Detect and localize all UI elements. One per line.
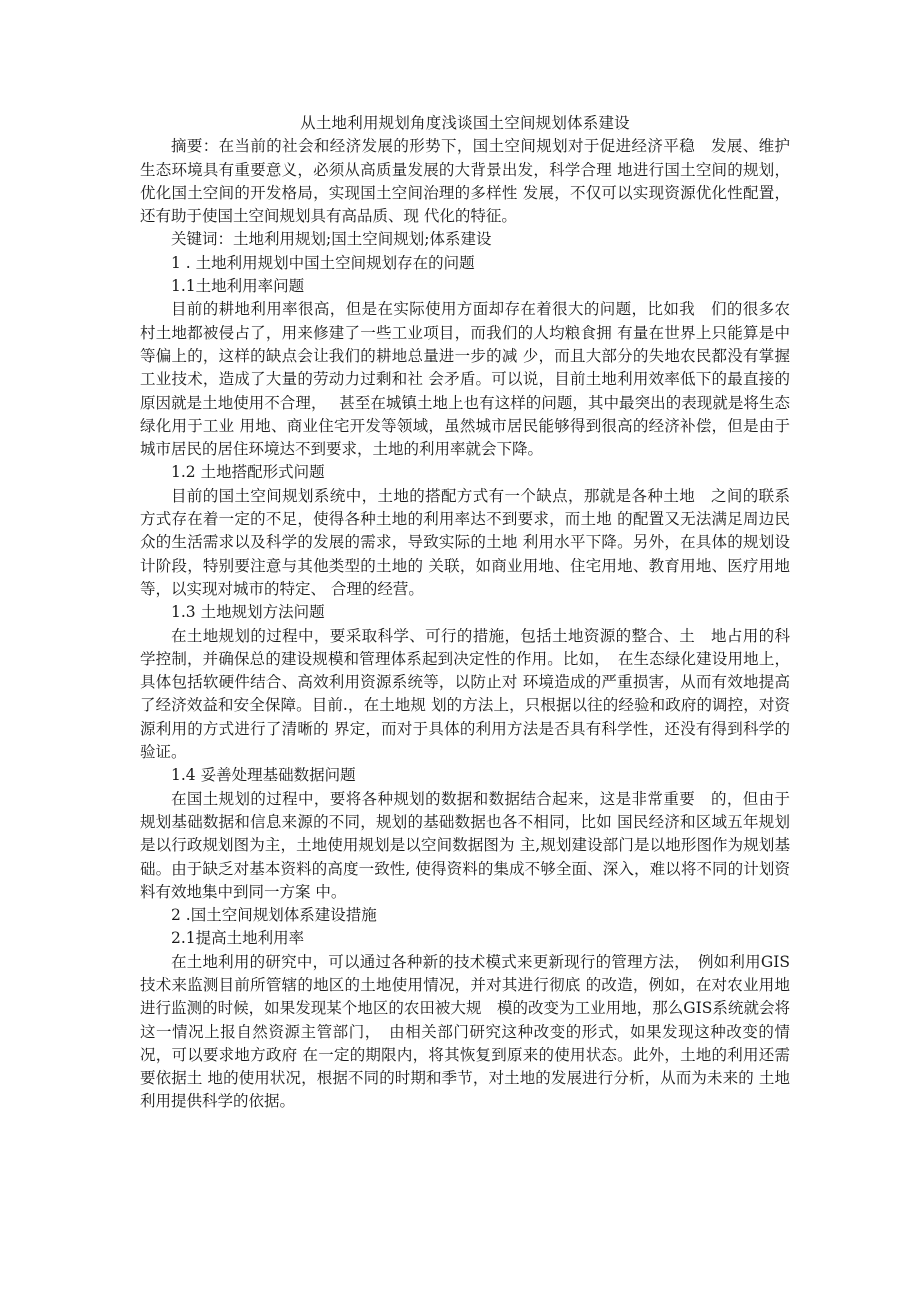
section-1-1-heading: 1.1土地利用率问题 [171,277,305,296]
section-1-heading: 1 . 土地利用规划中国土空间规划存在的问题 [171,253,475,272]
document-body [140,112,790,1114]
section-1-3-body: 在土地规划的过程中，要采取科学、可行的措施，包括土地资源的整合、土 地占用的科学控制，并确保总的建设规模和管理体系起到决定性的作用。比如， 在生态绿化建设用地上，具体包括软硬件结合、高效利用资源系统等，以防止对 环境造成的严重损害，从而有效地提高了经济效益和安全保障。目前.，在土地规 划的方法上，只根据以往的经验和政府的调控，对资源利用的方式进行了清晰的 界定，而对于具体的利用方法是否具有科学性，还没有得到科学的验证。 [140,626,790,762]
section-1-2-body: 目前的国土空间规划系统中，土地的搭配方式有一个缺点，那就是各种土地 之间的联系方式存在着一定的不足，使得各种土地的利用率达不到要求，而土地 的配置又无法满足周边民众的生活需求以及科学的发展的需求，导致实际的土地 利用水平下降。另外，在具体的规划设计阶段，特别要注意与其他类型的土地的 关联，如商业用地、住宅用地、教育用地、医疗用地等，以实现对城市的特定、 合理的经营。 [140,486,790,598]
section-2-1-heading: 2.1提高土地利用率 [171,929,305,948]
section-1-3-heading: 1.3 土地规划方法问题 [171,603,325,622]
document-title: 从土地利用规划角度浅谈国土空间规划体系建设 [300,114,630,132]
abstract-paragraph: 摘要：在当前的社会和经济发展的形势下，国土空间规划对于促进经济平稳 发展、维护生态环境具有重要意义，必须从高质量发展的大背景出发，科学合理 地进行国土空间的规划，优化国土空间的开发格局，实现国土空间治理的多样性 发展，不仅可以实现资源优化性配置，还有助于使国土空间规划具有高品质、现 代化的特征。 [140,137,790,226]
section-1-4-heading: 1.4 妥善处理基础数据问题 [171,766,356,785]
keywords-line: 关键词：土地利用规划;国土空间规划;体系建设 [171,230,492,249]
section-2-1-body: 在土地利用的研究中，可以通过各种新的技术模式来更新现行的管理方法， 例如利用GIS技术来监测目前所管辖的地区的土地使用情况，并对其进行彻底 的改造，例如，在对农业用地进行监测的时候，如果发现某个地区的农田被大规 模的改变为工业用地，那么GIS系统就会将这一情况上报自然资源主管部门， 由相关部门研究这种改变的形式，如果发现这种改变的情况，可以要求地方政府 在一定的期限内，将其恢复到原来的使用状态。此外，土地的利用还需要依据土 地的使用状况，根据不同的时期和季节，对土地的发展进行分析，从而为未来的 土地利用提供科学的依据。 [140,952,790,1111]
section-2-heading: 2 .国土空间规划体系建设措施 [171,906,377,925]
section-1-4-body: 在国土规划的过程中，要将各种规划的数据和数据结合起来，这是非常重要 的，但由于规划基础数据和信息来源的不同，规划的基础数据也各不相同，比如 国民经济和区域五年规划是以行政规划图为主，土地使用规划是以空间数据图为 主,规划建设部门是以地形图作为规划基础。由于缺乏对基本资料的高度一致性, 使得资料的集成不够全面、深入，难以将不同的计划资料有效地集中到同一方案 中。 [140,789,790,901]
section-1-2-heading: 1.2 土地搭配形式问题 [171,463,325,482]
section-1-1-body: 目前的耕地利用率很高，但是在实际使用方面却存在着很大的问题，比如我 们的很多农村土地都被侵占了，用来修建了一些工业项目，而我们的人均粮食拥 有量在世界上只能算是中等偏上的，这样的缺点会让我们的耕地总量进一步的减 少，而且大部分的失地农民都没有掌握工业技术，造成了大量的劳动力过剩和社 会矛盾。可以说，目前土地利用效率低下的最直接的原因就是土地使用不合理， 甚至在城镇土地上也有这样的问题，其中最突出的表现就是将生态绿化用于工业 用地、商业住宅开发等领域，虽然城市居民能够得到很高的经济补偿，但是由于 城市居民的居住环境达不到要求，土地的利用率就会下降。 [140,300,790,459]
